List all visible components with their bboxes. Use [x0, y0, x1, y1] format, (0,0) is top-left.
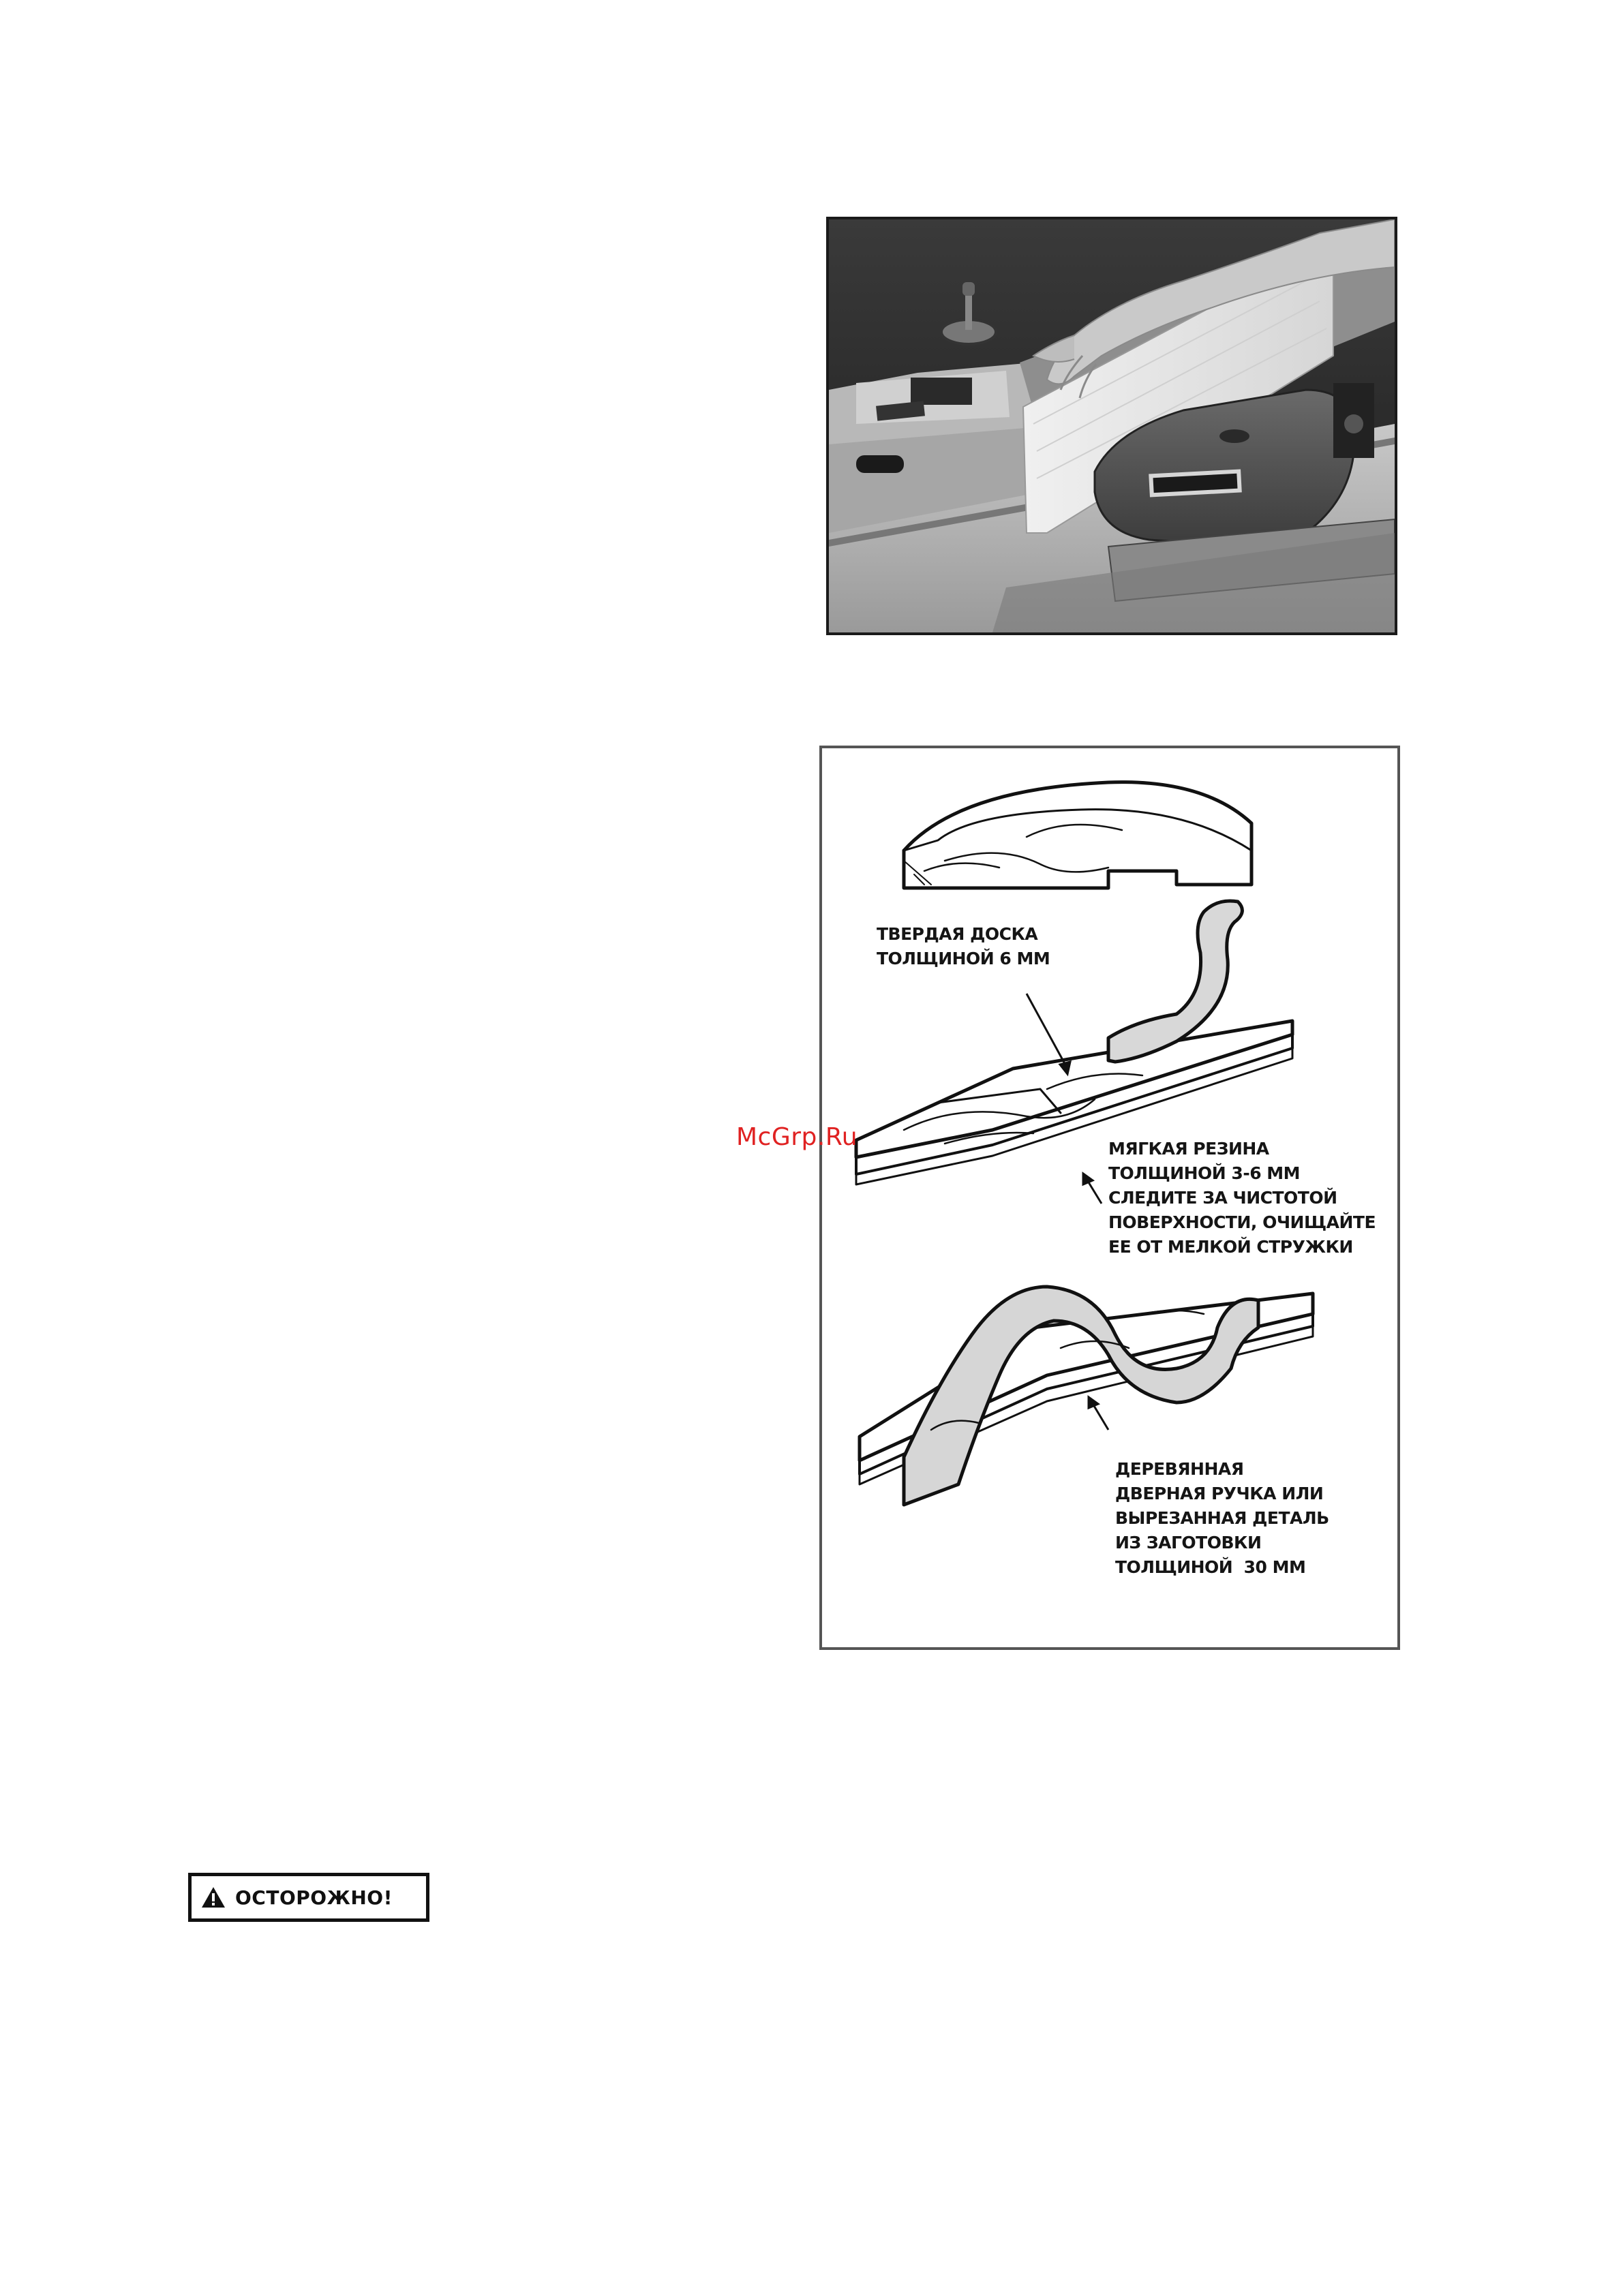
label-hard-board: ТВЕРДАЯ ДОСКА ТОЛЩИНОЙ 6 ММ: [877, 924, 1050, 968]
jointer-photo: [826, 217, 1397, 635]
jointer-photo-image: [829, 219, 1395, 632]
push-block-diagram: [819, 746, 1400, 1650]
curved-push-block: [904, 782, 1252, 888]
caution-label: ОСТОРОЖНО!: [235, 1886, 393, 1909]
caution-badge: [188, 1873, 429, 1922]
watermark-text: McGrp.Ru: [736, 1123, 858, 1151]
label-wooden-handle: ДЕРЕВЯННАЯ ДВЕРНАЯ РУЧКА ИЛИ ВЫРЕЗАННАЯ ДЕТАЛЬ ИЗ ЗАГОТОВКИ ТОЛЩИНОЙ 30 ММ: [1115, 1459, 1329, 1577]
label-soft-rubber: МЯГКАЯ РЕЗИНА ТОЛЩИНОЙ 3-6 ММ СЛЕДИТЕ ЗА ЧИСТОТОЙ ПОВЕРХНОСТИ, ОЧИЩАЙТЕ ЕЕ ОТ МЕЛКОЙ СТРУЖКИ: [1108, 1139, 1376, 1257]
warning-triangle-icon: [201, 1886, 226, 1908]
